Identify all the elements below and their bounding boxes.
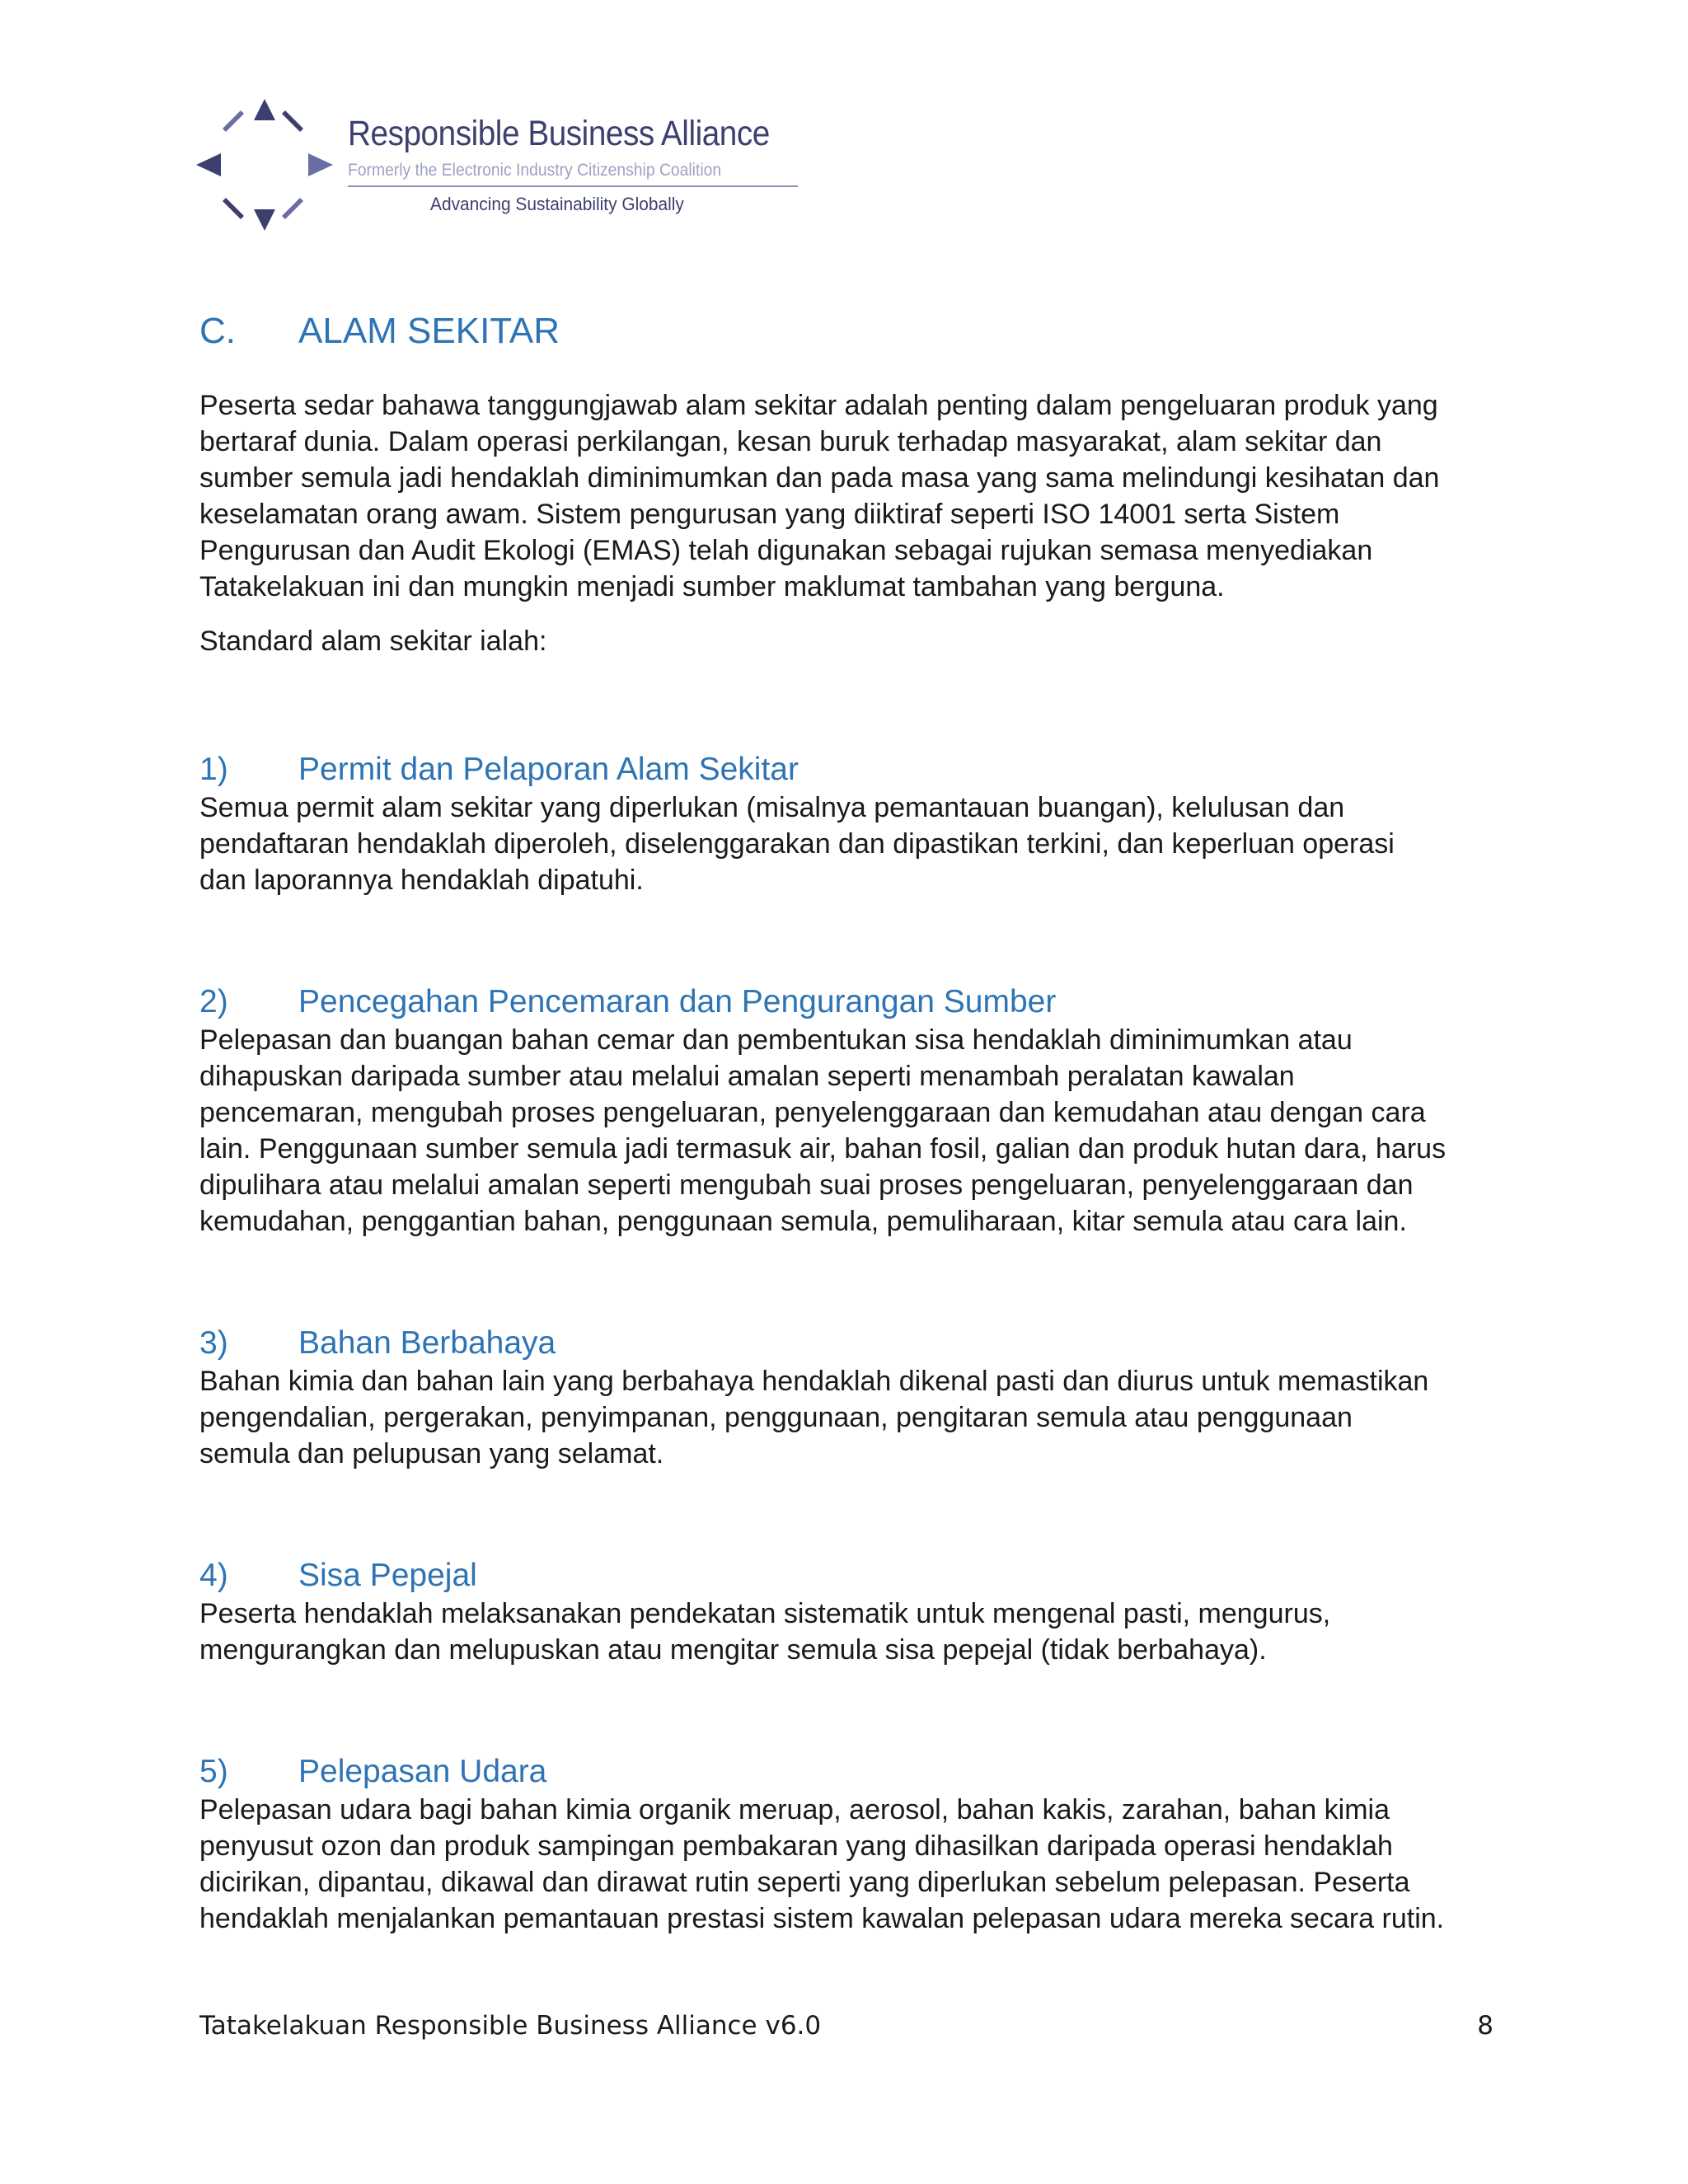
intro-paragraph — [199, 387, 1502, 605]
intro-line: keselamatan orang awam. Sistem pengurusan yang diiktiraf seperti ISO 14001 serta Sistem — [199, 499, 1340, 530]
item-number: 1) — [199, 752, 228, 787]
item-title: Permit dan Pelaporan Alam Sekitar — [298, 752, 799, 787]
item-heading — [199, 1752, 1502, 1792]
item-line: penyusut ozon dan produk sampingan pembakaran yang dihasilkan daripada operasi hendaklah — [199, 1830, 1393, 1862]
item-line: kemudahan, penggantian bahan, penggunaan semula, pemuliharaan, kitar semula atau cara lain. — [199, 1206, 1407, 1237]
item-line: dan laporannya hendaklah dipatuhi. — [199, 865, 644, 896]
standard-intro-line: Standard alam sekitar ialah: — [199, 626, 547, 657]
item-line: pencemaran, mengubah proses pengeluaran, penyelenggaraan dan kemudahan atau dengan cara — [199, 1097, 1426, 1128]
item-heading — [199, 982, 1502, 1022]
item-line: dihapuskan daripada sumber atau melalui amalan seperti menambah peralatan kawalan — [199, 1061, 1295, 1092]
item-number: 5) — [199, 1754, 228, 1789]
item-line: semula dan pelupusan yang selamat. — [199, 1438, 664, 1469]
page-number: 8 — [1477, 2011, 1493, 2041]
logo-tagline: Advancing Sustainability Globally — [430, 194, 684, 214]
intro-line: bertaraf dunia. Dalam operasi perkilangan, kesan buruk terhadap masyarakat, alam sekitar dan — [199, 426, 1382, 457]
intro-line: Pengurusan dan Audit Ekologi (EMAS) telah digunakan sebagai rujukan semasa menyediakan — [199, 535, 1373, 566]
intro-line: sumber semula jadi hendaklah diminimumkan dan pada masa yang sama melindungi kesihatan dan — [199, 462, 1440, 494]
item-permit — [199, 750, 1502, 898]
document-content — [199, 307, 1502, 1937]
item-air-emissions — [199, 1752, 1502, 1937]
item-heading — [199, 1324, 1502, 1363]
item-title: Pelepasan Udara — [298, 1754, 547, 1789]
item-number: 2) — [199, 984, 228, 1019]
item-line: pengendalian, pergerakan, penyimpanan, penggunaan, pengitaran semula atau penggunaan — [199, 1402, 1353, 1433]
item-line: Bahan kimia dan bahan lain yang berbahaya hendaklah dikenal pasti dan diurus untuk memastikan — [199, 1366, 1429, 1397]
item-title: Sisa Pepejal — [298, 1558, 477, 1593]
item-solid-waste — [199, 1556, 1502, 1668]
item-heading — [199, 1556, 1502, 1596]
item-line: pendaftaran hendaklah diperoleh, diselenggarakan dan dipastikan terkini, dan keperluan operasi — [199, 828, 1395, 860]
item-pollution-prevention — [199, 982, 1502, 1240]
footer-title: Tatakelakuan Responsible Business Alliance v6.0 — [199, 2011, 822, 2041]
intro-line: Tatakelakuan ini dan mungkin menjadi sumber maklumat tambahan yang berguna. — [199, 571, 1225, 602]
item-line: lain. Penggunaan sumber semula jadi termasuk air, bahan fosil, galian dan produk hutan dara, harus — [199, 1133, 1447, 1165]
item-number: 3) — [199, 1325, 228, 1361]
logo-divider — [348, 185, 798, 187]
item-line: Peserta hendaklah melaksanakan pendekatan sistematik untuk mengenal pasti, mengurus, — [199, 1598, 1331, 1629]
rba-logo — [195, 96, 821, 236]
item-title: Bahan Berbahaya — [298, 1325, 556, 1361]
item-line: Semua permit alam sekitar yang diperlukan (misalnya pemantauan buangan), kelulusan dan — [199, 792, 1345, 823]
item-title: Pencegahan Pencemaran dan Pengurangan Sumber — [298, 984, 1057, 1019]
item-heading — [199, 750, 1502, 790]
section-heading — [199, 307, 1502, 356]
logo-subtitle: Formerly the Electronic Industry Citizenship Coalition — [348, 161, 722, 180]
page-footer — [199, 2011, 1493, 2041]
item-hazardous-substances — [199, 1324, 1502, 1472]
item-line: mengurangkan dan melupuskan atau mengitar semula sisa pepejal (tidak berbahaya). — [199, 1634, 1267, 1666]
item-line: hendaklah menjalankan pemantauan prestasi sistem kawalan pelepasan udara mereka secara rutin. — [199, 1903, 1445, 1934]
compass-logo-icon — [195, 96, 335, 234]
item-line: dipulihara atau melalui amalan seperti mengubah suai proses pengeluaran, penyelenggaraan dan — [199, 1169, 1414, 1201]
item-number: 4) — [199, 1558, 228, 1593]
item-line: Pelepasan dan buangan bahan cemar dan pembentukan sisa hendaklah diminimumkan atau — [199, 1024, 1353, 1056]
intro-line: Peserta sedar bahawa tanggungjawab alam sekitar adalah penting dalam pengeluaran produk yang — [199, 390, 1438, 421]
section-number: C. — [199, 311, 236, 351]
item-line: Pelepasan udara bagi bahan kimia organik meruap, aerosol, bahan kakis, zarahan, bahan kimia — [199, 1794, 1390, 1825]
section-title: ALAM SEKITAR — [298, 311, 560, 351]
item-line: dicirikan, dipantau, dikawal dan dirawat rutin seperti yang diperlukan sebelum pelepasan. Peserta — [199, 1867, 1410, 1898]
logo-title: Responsible Business Alliance — [348, 114, 770, 153]
